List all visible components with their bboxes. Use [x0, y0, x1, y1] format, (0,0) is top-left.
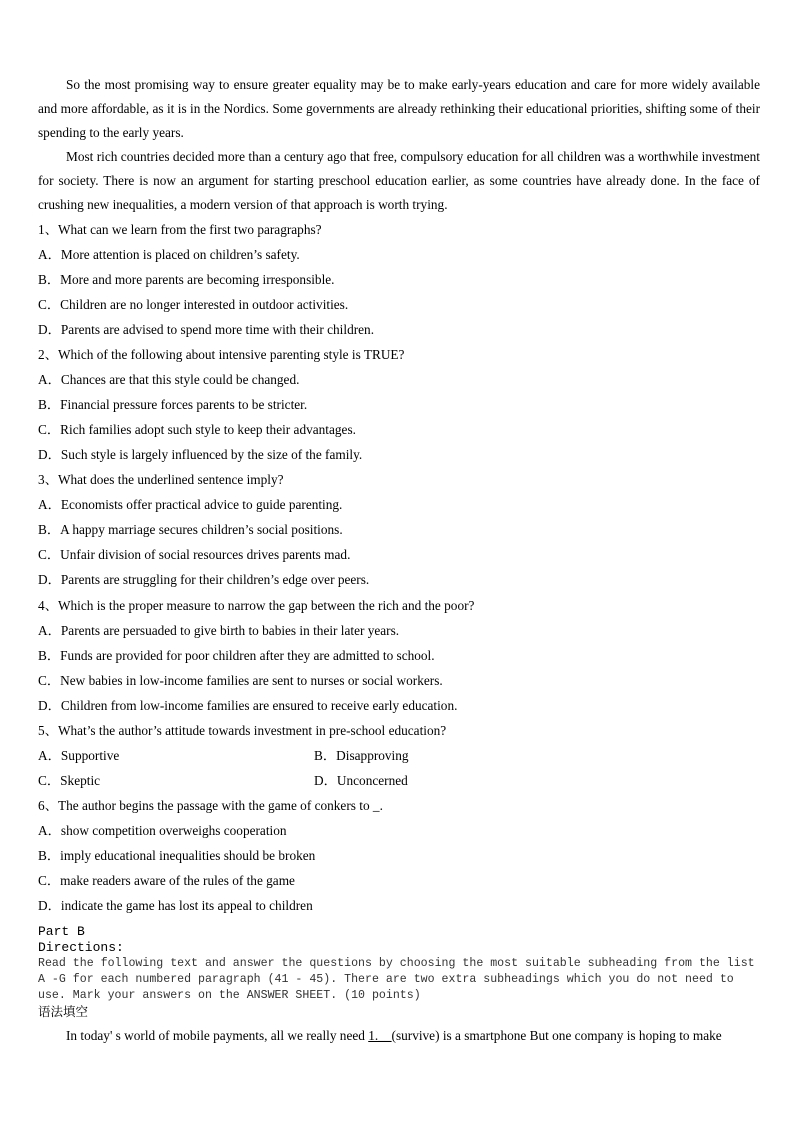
grammar-passage-line — [66, 1028, 722, 1044]
question-6-option-c[interactable]: C．make readers aware of the rules of the game — [38, 873, 295, 888]
question-5-option-d[interactable]: D．Unconcerned — [314, 773, 408, 788]
question-4-option-d[interactable]: D．Children from low-income families are ensured to receive early education. — [38, 698, 458, 713]
question-4-option-c[interactable]: C．New babies in low-income families are sent to nurses or social workers. — [38, 673, 443, 688]
question-6-option-a[interactable]: A．show competition overweighs cooperation — [38, 823, 287, 838]
blank-1[interactable]: 1.__ — [368, 1028, 392, 1043]
question-3-option-c[interactable]: C．Unfair division of social resources drives parents mad. — [38, 547, 351, 562]
question-6-stem: 6、The author begins the passage with the game of conkers to _. — [38, 798, 383, 813]
question-5-option-b[interactable]: B．Disapproving — [314, 748, 409, 763]
question-3-stem: 3、What does the underlined sentence imply? — [38, 472, 284, 487]
question-3-option-b[interactable]: B．A happy marriage secures children’s social positions. — [38, 522, 343, 537]
part-b-title: Part B — [38, 924, 85, 939]
question-1-option-d[interactable]: D．Parents are advised to spend more time with their children. — [38, 322, 375, 337]
question-2-stem: 2、Which of the following about intensive parenting style is TRUE? — [38, 347, 405, 362]
question-1-stem: 1、What can we learn from the first two paragraphs? — [38, 222, 322, 237]
question-2-option-d[interactable]: D．Such style is largely influenced by the size of the family. — [38, 447, 363, 462]
question-5-stem: 5、What’s the author’s attitude towards investment in pre-school education? — [38, 723, 447, 738]
question-2-option-c[interactable]: C．Rich families adopt such style to keep their advantages. — [38, 422, 356, 437]
grammar-text-after: (survive) is a smartphone But one company is hoping to make — [391, 1028, 722, 1043]
question-1-option-b[interactable]: B．More and more parents are becoming irresponsible. — [38, 272, 335, 287]
directions-label: Directions: — [38, 940, 124, 955]
question-4-option-a[interactable]: A．Parents are persuaded to give birth to babies in their later years. — [38, 623, 400, 638]
grammar-text-before: In today' s world of mobile payments, all we really need — [66, 1028, 369, 1043]
passage-paragraph-1: So the most promising way to ensure greater equality may be to make early-years education and care for more widely available and more affordable, as it is in the Nordics. Some governments are already rethinking their educational priorities, shifting some of their spending to the early years. — [38, 77, 760, 141]
grammar-section-title: 语法填空 — [38, 1004, 89, 1019]
question-1-option-a[interactable]: A．More attention is placed on children’s safety. — [38, 247, 300, 262]
passage-paragraph-2: Most rich countries decided more than a century ago that free, compulsory education for all children was a worthwhile investment for society. There is now an argument for starting preschool education earlier, as some countries have already done. In the face of crushing new inequalities, a modern version of that approach is worth trying. — [38, 149, 760, 213]
question-2-option-b[interactable]: B．Financial pressure forces parents to be stricter. — [38, 397, 308, 412]
question-1-option-c[interactable]: C．Children are no longer interested in outdoor activities. — [38, 297, 349, 312]
question-5-option-c[interactable]: C．Skeptic — [38, 773, 101, 788]
question-3-option-d[interactable]: D．Parents are struggling for their children’s edge over peers. — [38, 572, 370, 587]
question-3-option-a[interactable]: A．Economists offer practical advice to guide parenting. — [38, 497, 343, 512]
question-6-option-d[interactable]: D．indicate the game has lost its appeal to children — [38, 898, 313, 913]
question-6-option-b[interactable]: B．imply educational inequalities should be broken — [38, 848, 316, 863]
question-4-option-b[interactable]: B．Funds are provided for poor children after they are admitted to school. — [38, 648, 435, 663]
question-4-stem: 4、Which is the proper measure to narrow the gap between the rich and the poor? — [38, 598, 475, 613]
question-2-option-a[interactable]: A．Chances are that this style could be changed. — [38, 372, 300, 387]
directions-text: Read the following text and answer the questions by choosing the most suitable subheading from the list A -G for each numbered paragraph (41 - 45). There are two extra subheadings which you do not need to use. Mark your answers on the ANSWER SHEET. (10 points) — [38, 957, 755, 1002]
question-5-option-a[interactable]: A．Supportive — [38, 748, 120, 763]
